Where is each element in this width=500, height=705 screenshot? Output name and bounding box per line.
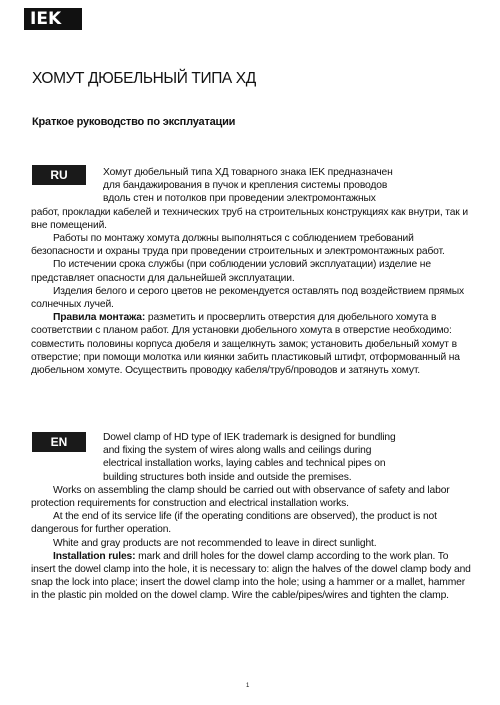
- en-paragraph-sunlight: White and gray products are not recommended to leave in direct sunlight.: [53, 537, 377, 549]
- ru-lead-line: Хомут дюбельный типа ХД товарного знака IEK предназначен: [103, 167, 393, 178]
- ru-paragraph-safety: Работы по монтажу хомута должны выполняться с соблюдением требований безопасности и охраны труда при проведении строительных и электромонтажных работ.: [31, 233, 445, 258]
- language-badge-ru: RU: [32, 165, 86, 185]
- ru-installation-heading: Правила монтажа:: [53, 312, 146, 324]
- en-paragraph-service-life: At the end of its service life (if the operating conditions are observed), the product is not dangerous for further operation.: [31, 511, 437, 536]
- page-number: 1: [246, 683, 250, 689]
- ru-paragraph-service-life: По истечении срока службы (при соблюдении условий эксплуатации) изделие не представляет опасности для дальнейшей эксплуатации.: [31, 259, 431, 284]
- en-installation-text: mark and drill holes for the dowel clamp according to the work plan. To insert the dowel clamp into the hole, it is necessary to: align the halves of the dowel clamp body and snap the lock into place; insert the dowel clamp into the hole; using a hammer or a mallet, hammer in the plastic pin molded on the dowel clamp. Wire the cable/pipes/wires and tighten the clamp.: [31, 550, 471, 602]
- en-lead-line: Dowel clamp of HD type of IEK trademark is designed for bundling: [103, 432, 396, 443]
- en-paragraph-installation: [31, 550, 471, 603]
- en-installation-heading: Installation rules:: [53, 550, 136, 562]
- en-section: [31, 431, 471, 603]
- en-paragraph-safety: Works on assembling the clamp should be carried out with observance of safety and labor protection requirements for construction and electrical installation works.: [31, 484, 450, 510]
- logo-text: IEK: [30, 9, 62, 29]
- ru-lead-continuation: работ, прокладки кабелей и технических труб на строительных конструкциях как внутри, так и вне помещений.: [31, 206, 468, 231]
- ru-paragraph-sunlight: Изделия белого и серого цветов не рекомендуется оставлять под воздействием прямых солнечных лучей.: [31, 285, 464, 311]
- en-lead-line: building structures both inside and outside the premises.: [103, 471, 352, 483]
- document-subtitle: Краткое руководство по эксплуатации: [32, 116, 236, 128]
- ru-lead-line: для бандажирования в пучок и крепления системы проводов: [103, 180, 388, 192]
- ru-lead-line: вдоль стен и потолков при проведении электромонтажных: [103, 193, 376, 205]
- ru-paragraph-installation: [31, 311, 471, 377]
- iek-logo: [24, 8, 82, 30]
- language-badge-en: EN: [32, 432, 86, 452]
- ru-installation-text: разметить и просверлить отверстия для дюбельного хомута в соответствии с планом работ. Для установки дюбельного хомута в отверстие необходимо: совместить половины корпуса дюбеля и защелкнуть замок; установить дюбельный хомут в отверстие; при помощи молотка или киянки забить пластиковый штифт, отформованный на дюбельном хомуте. Осуществить проводку кабеля/труб/проводов и затянуть хомут.: [31, 312, 460, 377]
- ru-section: [31, 166, 471, 377]
- en-lead-line: electrical installation works, laying cables and technical pipes on: [103, 458, 386, 470]
- document-title: ХОМУТ ДЮБЕЛЬНЫЙ ТИПА ХД: [32, 70, 256, 87]
- en-lead-line: and fixing the system of wires along walls and ceilings during: [103, 445, 372, 457]
